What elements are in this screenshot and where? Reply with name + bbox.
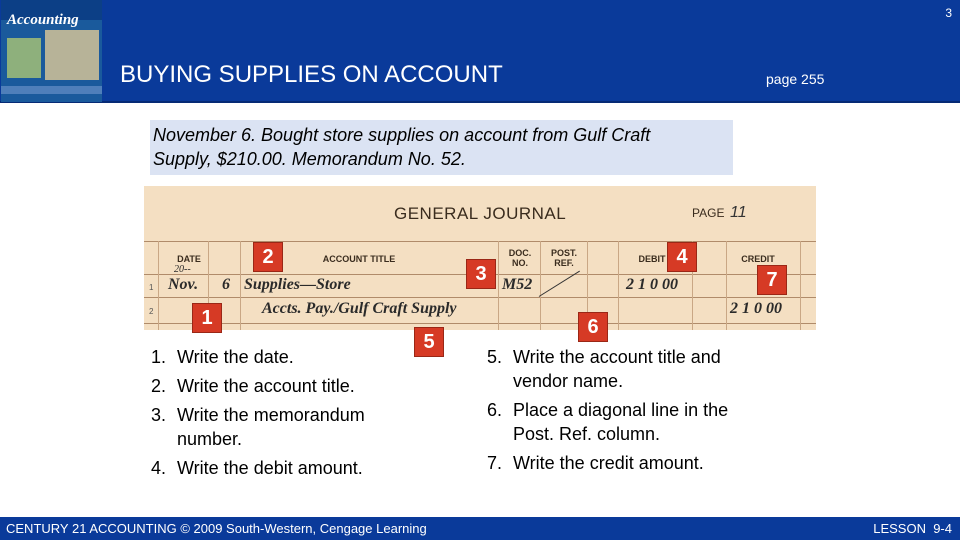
step-text: Write the memorandum number. (177, 405, 365, 449)
transaction-description (150, 120, 733, 175)
step-text: Place a diagonal line in the Post. Ref. column. (513, 400, 729, 444)
step-number: 1. (151, 347, 167, 367)
marker-6: 6 (578, 312, 608, 342)
general-journal-image (144, 186, 816, 330)
step-item (151, 374, 401, 398)
steps-list-right (487, 345, 767, 480)
step-number: 2. (151, 376, 167, 396)
header-post-ref: POST. REF. (550, 248, 577, 268)
entry-year: 20-- (174, 264, 191, 275)
row-number: 1 (149, 283, 154, 292)
transaction-line-2: Supply, $210.00. Memorandum No. 52. (153, 149, 466, 169)
journal-rule (144, 297, 816, 298)
step-number: 7. (487, 453, 503, 473)
footer-bar (0, 517, 960, 540)
row-number: 2 (149, 307, 154, 316)
journal-rule (144, 323, 816, 324)
marker-3: 3 (466, 259, 496, 289)
footer-copyright: CENTURY 21 ACCOUNTING © 2009 South-Western, Cengage Learning (6, 521, 427, 536)
entry-credit-amount: 2 1 0 00 (730, 300, 782, 317)
header-doc-no: DOC. NO. (508, 248, 532, 268)
page-reference: page 255 (766, 71, 825, 87)
step-item (487, 345, 767, 393)
journal-rule (144, 241, 816, 242)
slide-number: 3 (945, 6, 952, 20)
marker-7: 7 (757, 265, 787, 295)
header-bar (0, 0, 960, 103)
step-text: Write the date. (177, 347, 294, 367)
step-item (487, 398, 767, 446)
marker-4: 4 (667, 242, 697, 272)
marker-2: 2 (253, 242, 283, 272)
entry-doc-number: M52 (502, 276, 533, 293)
step-text: Write the account title and vendor name. (513, 347, 721, 391)
journal-title: GENERAL JOURNAL (394, 204, 567, 223)
slide-title: BUYING SUPPLIES ON ACCOUNT (120, 61, 503, 88)
entry-day: 6 (222, 276, 230, 293)
step-text: Write the account title. (177, 376, 355, 396)
step-item (487, 451, 767, 475)
entry-debit-amount: 2 1 0 00 (626, 276, 678, 293)
journal-page-number: 11 (730, 204, 747, 221)
steps-list-left (151, 345, 401, 485)
journal-page-label: PAGE (692, 206, 725, 220)
step-text: Write the credit amount. (513, 453, 704, 473)
header-credit: CREDIT (741, 254, 775, 264)
marker-5: 5 (414, 327, 444, 357)
entry-account-debit: Supplies—Store (244, 276, 351, 293)
step-number: 3. (151, 405, 167, 425)
step-text: Write the debit amount. (177, 458, 363, 478)
step-item (151, 345, 401, 369)
step-item (151, 403, 401, 451)
entry-month: Nov. (168, 276, 199, 293)
header-debit: DEBIT (638, 254, 666, 264)
step-number: 4. (151, 458, 167, 478)
textbook-cover-image (1, 0, 102, 102)
step-number: 6. (487, 400, 503, 420)
header-date: DATE (177, 254, 201, 264)
entry-account-credit: Accts. Pay./Gulf Craft Supply (262, 300, 457, 317)
cover-title: Accounting (7, 12, 79, 28)
marker-1: 1 (192, 303, 222, 333)
header-account-title: ACCOUNT TITLE (322, 254, 396, 264)
footer-lesson: LESSON 9-4 (873, 521, 952, 536)
step-number: 5. (487, 347, 503, 367)
transaction-line-1: November 6. Bought store supplies on account from Gulf Craft (153, 125, 651, 145)
step-item (151, 456, 401, 480)
